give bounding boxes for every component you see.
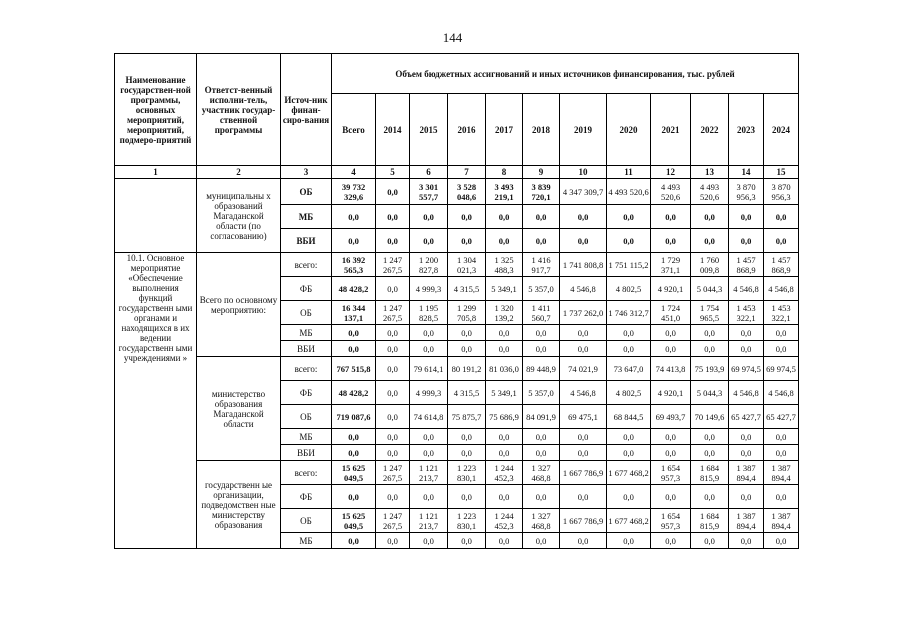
col-header-year: 2023 — [729, 94, 764, 166]
column-number: 1 — [115, 166, 197, 179]
value-cell: 4 546,8 — [729, 381, 764, 405]
col-header-year: 2017 — [486, 94, 523, 166]
value-cell: 3 493 219,1 — [486, 179, 523, 205]
value-cell: 0,0 — [410, 485, 448, 509]
value-cell: 0,0 — [523, 205, 560, 229]
value-cell: 0,0 — [607, 325, 651, 341]
value-cell: 0,0 — [376, 325, 410, 341]
value-cell: 0,0 — [691, 485, 729, 509]
col-header-responsible: Ответст-венный исполни-тель, участник государ-ственной программы — [197, 54, 281, 166]
value-cell: 0,0 — [764, 325, 799, 341]
value-cell: 1 453 322,1 — [729, 301, 764, 325]
value-cell: 4 347 309,7 — [560, 179, 607, 205]
col-header-year: 2021 — [651, 94, 691, 166]
column-number: 11 — [607, 166, 651, 179]
value-cell: 0,0 — [376, 429, 410, 445]
value-cell: 0,0 — [651, 429, 691, 445]
value-cell: 0,0 — [523, 533, 560, 549]
value-cell: 0,0 — [764, 429, 799, 445]
value-cell: 48 428,2 — [332, 381, 376, 405]
value-cell: 0,0 — [376, 277, 410, 301]
value-cell: 75 875,7 — [448, 405, 486, 429]
column-number: 5 — [376, 166, 410, 179]
source-cell: всего: — [281, 357, 332, 381]
column-number: 15 — [764, 166, 799, 179]
table-row — [115, 357, 799, 381]
value-cell: 1 387 894,4 — [764, 509, 799, 533]
value-cell: 0,0 — [448, 533, 486, 549]
value-cell: 0,0 — [486, 533, 523, 549]
column-number: 3 — [281, 166, 332, 179]
value-cell: 0,0 — [410, 445, 448, 461]
value-cell: 5 357,0 — [523, 277, 560, 301]
value-cell: 0,0 — [376, 341, 410, 357]
value-cell: 69 974,5 — [764, 357, 799, 381]
col-header-year: 2022 — [691, 94, 729, 166]
column-number: 7 — [448, 166, 486, 179]
value-cell: 0,0 — [486, 429, 523, 445]
value-cell: 5 044,3 — [691, 381, 729, 405]
value-cell: 0,0 — [691, 325, 729, 341]
value-cell: 1 416 917,7 — [523, 253, 560, 277]
table-row — [115, 253, 799, 277]
value-cell: 48 428,2 — [332, 277, 376, 301]
value-cell: 0,0 — [486, 485, 523, 509]
value-cell: 0,0 — [691, 229, 729, 253]
value-cell: 0,0 — [607, 205, 651, 229]
source-cell: ФБ — [281, 277, 332, 301]
col-header-year: 2024 — [764, 94, 799, 166]
value-cell: 1 457 868,9 — [764, 253, 799, 277]
value-cell: 69 493,7 — [651, 405, 691, 429]
value-cell: 0,0 — [607, 485, 651, 509]
value-cell: 68 844,5 — [607, 405, 651, 429]
value-cell: 0,0 — [607, 533, 651, 549]
col-header-volume: Объем бюджетных ассигнований и иных источников финансирования, тыс. рублей — [332, 54, 799, 94]
value-cell: 1 304 021,3 — [448, 253, 486, 277]
column-number: 6 — [410, 166, 448, 179]
responsible-cell: государственн ые организации, подведомствен ные министерству образования — [197, 461, 281, 549]
value-cell: 70 149,6 — [691, 405, 729, 429]
value-cell: 1 327 468,8 — [523, 509, 560, 533]
value-cell: 1 247 267,5 — [376, 509, 410, 533]
column-number: 9 — [523, 166, 560, 179]
value-cell: 0,0 — [560, 485, 607, 509]
value-cell: 1 200 827,8 — [410, 253, 448, 277]
activity-name-cell — [115, 179, 197, 253]
value-cell: 1 244 452,3 — [486, 461, 523, 485]
value-cell: 0,0 — [764, 229, 799, 253]
value-cell: 4 315,5 — [448, 381, 486, 405]
value-cell: 0,0 — [691, 533, 729, 549]
source-cell: ФБ — [281, 381, 332, 405]
responsible-cell: Всего по основному мероприятию: — [197, 253, 281, 357]
value-cell: 0,0 — [486, 205, 523, 229]
value-cell: 0,0 — [332, 325, 376, 341]
value-cell: 1 327 468,8 — [523, 461, 560, 485]
value-cell: 1 667 786,9 — [560, 461, 607, 485]
value-cell: 0,0 — [729, 485, 764, 509]
value-cell: 4 920,1 — [651, 277, 691, 301]
value-cell: 1 387 894,4 — [729, 461, 764, 485]
value-cell: 0,0 — [410, 533, 448, 549]
value-cell: 4 999,3 — [410, 381, 448, 405]
value-cell: 1 684 815,9 — [691, 461, 729, 485]
value-cell: 4 546,8 — [560, 277, 607, 301]
value-cell: 0,0 — [764, 205, 799, 229]
header-row — [115, 54, 799, 94]
value-cell: 0,0 — [523, 325, 560, 341]
value-cell: 74 614,8 — [410, 405, 448, 429]
value-cell: 0,0 — [332, 229, 376, 253]
value-cell: 3 839 720,1 — [523, 179, 560, 205]
value-cell: 0,0 — [651, 445, 691, 461]
value-cell: 69 475,1 — [560, 405, 607, 429]
value-cell: 1 387 894,4 — [764, 461, 799, 485]
value-cell: 3 870 956,3 — [729, 179, 764, 205]
value-cell: 4 493 520,6 — [651, 179, 691, 205]
value-cell: 15 625 049,5 — [332, 461, 376, 485]
value-cell: 0,0 — [560, 533, 607, 549]
value-cell: 4 802,5 — [607, 381, 651, 405]
value-cell: 79 614,1 — [410, 357, 448, 381]
value-cell: 84 091,9 — [523, 405, 560, 429]
value-cell: 0,0 — [651, 485, 691, 509]
value-cell: 0,0 — [764, 533, 799, 549]
value-cell: 0,0 — [486, 229, 523, 253]
value-cell: 0,0 — [607, 445, 651, 461]
value-cell: 0,0 — [560, 325, 607, 341]
value-cell: 1 195 828,5 — [410, 301, 448, 325]
source-cell: ОБ — [281, 405, 332, 429]
value-cell: 0,0 — [486, 445, 523, 461]
value-cell: 1 247 267,5 — [376, 461, 410, 485]
value-cell: 89 448,9 — [523, 357, 560, 381]
value-cell: 0,0 — [691, 341, 729, 357]
source-cell: ОБ — [281, 509, 332, 533]
value-cell: 0,0 — [729, 325, 764, 341]
value-cell: 74 413,8 — [651, 357, 691, 381]
value-cell: 1 223 830,1 — [448, 509, 486, 533]
value-cell: 0,0 — [448, 429, 486, 445]
source-cell: ОБ — [281, 179, 332, 205]
value-cell: 1 223 830,1 — [448, 461, 486, 485]
source-cell: МБ — [281, 429, 332, 445]
value-cell: 0,0 — [651, 533, 691, 549]
value-cell: 0,0 — [560, 341, 607, 357]
value-cell: 0,0 — [560, 229, 607, 253]
table-row — [115, 461, 799, 485]
value-cell: 1 247 267,5 — [376, 253, 410, 277]
source-cell: МБ — [281, 533, 332, 549]
col-header-source: Источ-ник финан-сиро-вания — [281, 54, 332, 166]
value-cell: 5 349,1 — [486, 277, 523, 301]
value-cell: 15 625 049,5 — [332, 509, 376, 533]
value-cell: 4 546,8 — [560, 381, 607, 405]
value-cell: 0,0 — [651, 341, 691, 357]
col-header-year: 2016 — [448, 94, 486, 166]
value-cell: 0,0 — [729, 205, 764, 229]
value-cell: 75 193,9 — [691, 357, 729, 381]
value-cell: 74 021,9 — [560, 357, 607, 381]
value-cell: 1 325 488,3 — [486, 253, 523, 277]
value-cell: 0,0 — [764, 485, 799, 509]
value-cell: 5 349,1 — [486, 381, 523, 405]
value-cell: 0,0 — [607, 229, 651, 253]
value-cell: 0,0 — [523, 485, 560, 509]
value-cell: 5 044,3 — [691, 277, 729, 301]
value-cell: 0,0 — [729, 445, 764, 461]
value-cell: 0,0 — [607, 341, 651, 357]
source-cell: ВБИ — [281, 445, 332, 461]
value-cell: 65 427,7 — [764, 405, 799, 429]
value-cell: 1 684 815,9 — [691, 509, 729, 533]
value-cell: 0,0 — [523, 429, 560, 445]
value-cell: 0,0 — [410, 229, 448, 253]
value-cell: 0,0 — [410, 429, 448, 445]
value-cell: 69 974,5 — [729, 357, 764, 381]
value-cell: 0,0 — [332, 533, 376, 549]
value-cell: 16 392 565,3 — [332, 253, 376, 277]
value-cell: 0,0 — [607, 429, 651, 445]
source-cell: ОБ — [281, 301, 332, 325]
value-cell: 1 737 262,0 — [560, 301, 607, 325]
source-cell: ВБИ — [281, 229, 332, 253]
value-cell: 0,0 — [332, 429, 376, 445]
value-cell: 1 320 139,2 — [486, 301, 523, 325]
value-cell: 0,0 — [448, 445, 486, 461]
value-cell: 767 515,8 — [332, 357, 376, 381]
value-cell: 0,0 — [448, 325, 486, 341]
value-cell: 1 724 451,0 — [651, 301, 691, 325]
value-cell: 0,0 — [523, 341, 560, 357]
value-cell: 1 244 452,3 — [486, 509, 523, 533]
value-cell: 0,0 — [560, 429, 607, 445]
value-cell: 1 121 213,7 — [410, 509, 448, 533]
value-cell: 0,0 — [332, 485, 376, 509]
value-cell: 0,0 — [651, 229, 691, 253]
value-cell: 0,0 — [376, 533, 410, 549]
value-cell: 4 546,8 — [764, 381, 799, 405]
value-cell: 1 299 705,8 — [448, 301, 486, 325]
value-cell: 1 654 957,3 — [651, 509, 691, 533]
value-cell: 3 870 956,3 — [764, 179, 799, 205]
value-cell: 0,0 — [376, 357, 410, 381]
value-cell: 0,0 — [560, 205, 607, 229]
value-cell: 4 802,5 — [607, 277, 651, 301]
value-cell: 4 546,8 — [764, 277, 799, 301]
source-cell: всего: — [281, 461, 332, 485]
value-cell: 3 528 048,6 — [448, 179, 486, 205]
value-cell: 0,0 — [376, 179, 410, 205]
column-number: 8 — [486, 166, 523, 179]
responsible-cell: муниципальны х образований Магаданской области (по согласованию) — [197, 179, 281, 253]
page-number: 144 — [442, 30, 463, 45]
value-cell: 0,0 — [729, 229, 764, 253]
value-cell: 1 457 868,9 — [729, 253, 764, 277]
value-cell: 4 493 520,6 — [607, 179, 651, 205]
table-row — [115, 179, 799, 205]
column-number: 12 — [651, 166, 691, 179]
value-cell: 0,0 — [376, 229, 410, 253]
column-number: 2 — [197, 166, 281, 179]
value-cell: 0,0 — [448, 229, 486, 253]
value-cell: 4 920,1 — [651, 381, 691, 405]
value-cell: 4 315,5 — [448, 277, 486, 301]
source-cell: ВБИ — [281, 341, 332, 357]
value-cell: 1 247 267,5 — [376, 301, 410, 325]
source-cell: МБ — [281, 205, 332, 229]
column-number: 13 — [691, 166, 729, 179]
source-cell: МБ — [281, 325, 332, 341]
value-cell: 65 427,7 — [729, 405, 764, 429]
value-cell: 0,0 — [448, 485, 486, 509]
value-cell: 1 121 213,7 — [410, 461, 448, 485]
value-cell: 3 301 557,7 — [410, 179, 448, 205]
value-cell: 1 760 009,8 — [691, 253, 729, 277]
activity-name-cell: 10.1. Основное мероприятие «Обеспечение выполнения функций государственн ыми органами и находящихся в их ведении государственн ыми учреждениями » — [115, 253, 197, 549]
value-cell: 0,0 — [486, 325, 523, 341]
value-cell: 0,0 — [691, 445, 729, 461]
value-cell: 1 667 786,9 — [560, 509, 607, 533]
value-cell: 0,0 — [523, 445, 560, 461]
value-cell: 75 686,9 — [486, 405, 523, 429]
value-cell: 0,0 — [410, 205, 448, 229]
value-cell: 4 546,8 — [729, 277, 764, 301]
value-cell: 0,0 — [376, 381, 410, 405]
col-header-year: 2019 — [560, 94, 607, 166]
source-cell: ФБ — [281, 485, 332, 509]
value-cell: 81 036,0 — [486, 357, 523, 381]
value-cell: 0,0 — [448, 341, 486, 357]
value-cell: 1 453 322,1 — [764, 301, 799, 325]
value-cell: 1 677 468,2 — [607, 461, 651, 485]
value-cell: 0,0 — [651, 205, 691, 229]
col-header-year: 2020 — [607, 94, 651, 166]
value-cell: 1 746 312,7 — [607, 301, 651, 325]
value-cell: 0,0 — [332, 341, 376, 357]
value-cell: 0,0 — [332, 445, 376, 461]
value-cell: 0,0 — [523, 229, 560, 253]
value-cell: 0,0 — [376, 445, 410, 461]
column-number: 10 — [560, 166, 607, 179]
value-cell: 0,0 — [651, 325, 691, 341]
responsible-cell: министерство образования Магаданской области — [197, 357, 281, 461]
col-header-year: 2018 — [523, 94, 560, 166]
value-cell: 0,0 — [332, 205, 376, 229]
value-cell: 4 999,3 — [410, 277, 448, 301]
col-header-total: Всего — [332, 94, 376, 166]
value-cell: 0,0 — [410, 325, 448, 341]
value-cell: 0,0 — [729, 533, 764, 549]
col-header-year: 2014 — [376, 94, 410, 166]
value-cell: 719 087,6 — [332, 405, 376, 429]
value-cell: 0,0 — [376, 485, 410, 509]
column-number-row — [115, 166, 799, 179]
column-number: 14 — [729, 166, 764, 179]
value-cell: 0,0 — [448, 205, 486, 229]
value-cell: 0,0 — [729, 341, 764, 357]
value-cell: 1 411 560,7 — [523, 301, 560, 325]
source-cell: всего: — [281, 253, 332, 277]
value-cell: 5 357,0 — [523, 381, 560, 405]
value-cell: 39 732 329,6 — [332, 179, 376, 205]
value-cell: 1 751 115,2 — [607, 253, 651, 277]
value-cell: 0,0 — [691, 429, 729, 445]
value-cell: 1 677 468,2 — [607, 509, 651, 533]
value-cell: 1 654 957,3 — [651, 461, 691, 485]
value-cell: 0,0 — [729, 429, 764, 445]
value-cell: 4 493 520,6 — [691, 179, 729, 205]
column-number: 4 — [332, 166, 376, 179]
value-cell: 16 344 137,1 — [332, 301, 376, 325]
value-cell: 0,0 — [410, 341, 448, 357]
col-header-name: Наименование государствен-ной программы, основных мероприятий, мероприятий, подмеро-приятий — [115, 54, 197, 166]
value-cell: 80 191,2 — [448, 357, 486, 381]
value-cell: 0,0 — [764, 341, 799, 357]
value-cell: 1 729 371,1 — [651, 253, 691, 277]
value-cell: 1 754 965,5 — [691, 301, 729, 325]
value-cell: 1 741 808,8 — [560, 253, 607, 277]
value-cell: 0,0 — [691, 205, 729, 229]
value-cell: 0,0 — [376, 205, 410, 229]
value-cell: 0,0 — [764, 445, 799, 461]
value-cell: 73 647,0 — [607, 357, 651, 381]
value-cell: 0,0 — [560, 445, 607, 461]
budget-table — [114, 53, 799, 549]
value-cell: 0,0 — [486, 341, 523, 357]
col-header-year: 2015 — [410, 94, 448, 166]
value-cell: 0,0 — [376, 405, 410, 429]
value-cell: 1 387 894,4 — [729, 509, 764, 533]
